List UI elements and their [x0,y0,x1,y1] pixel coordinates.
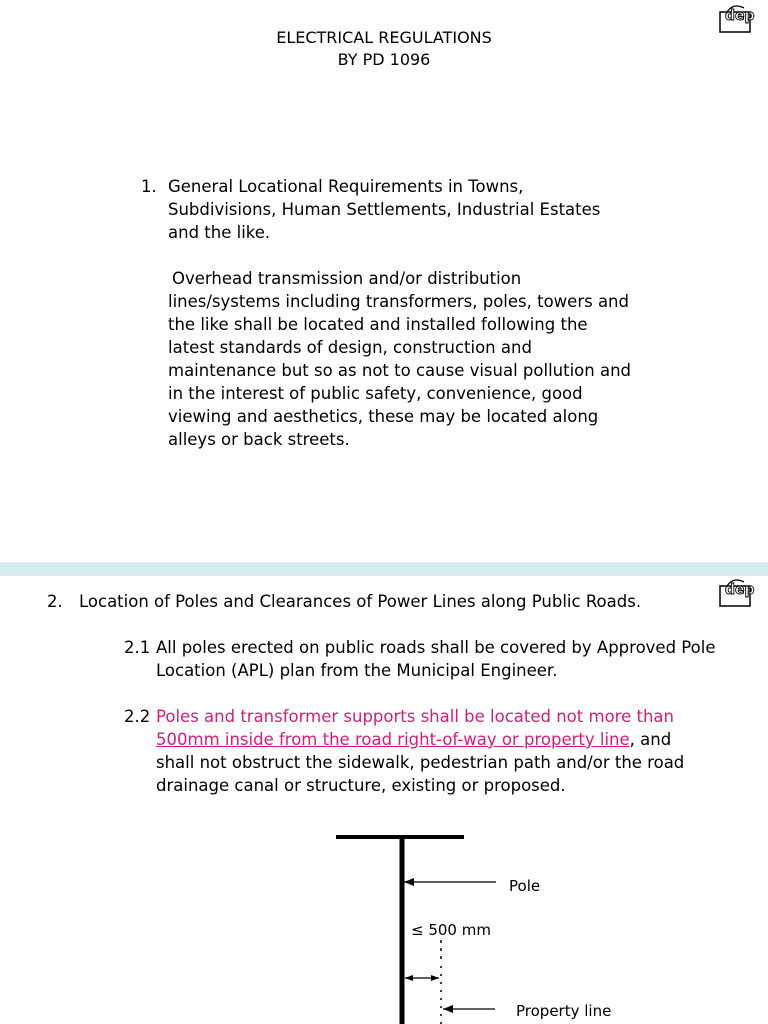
svg-text:dep: dep [725,8,755,24]
sub-item-line: All poles erected on public roads shall be covered by Approved Pole [156,638,716,657]
pole-label: Pole [509,877,541,895]
body-line: in the interest of public safety, convenience, good [168,384,583,403]
highlight-line: Poles and transformer supports shall be located not more than [156,707,674,726]
sub-item-number: 2.1 [124,638,151,657]
slide-title-line-1: ELECTRICAL REGULATIONS [276,28,492,47]
body-line: viewing and aesthetics, these may be located along [168,407,599,426]
slide-separator [0,562,768,576]
item-heading-line: General Locational Requirements in Towns, [168,177,524,196]
item-number: 1. [141,177,157,196]
item-heading: Location of Poles and Clearances of Power Lines along Public Roads. [79,592,642,611]
body-line: lines/systems including transformers, poles, towers and [168,292,629,311]
sub-item-line: shall not obstruct the sidewalk, pedestrian path and/or the road [156,753,685,772]
item-number: 2. [47,592,63,611]
pole-clearance-diagram [330,826,660,1024]
slide-title-line-2: BY PD 1096 [337,50,431,69]
sub-item-line: drainage canal or structure, existing or proposed. [156,776,566,795]
sub-item-line: Location (APL) plan from the Municipal Engineer. [156,661,558,680]
body-line: latest standards of design, construction and [168,338,532,357]
logo-icon [718,576,764,608]
dimension-arrowhead-right [431,975,439,981]
body-line: alleys or back streets. [168,430,350,449]
highlight-underlined-text: 500mm inside from the road right-of-way or property line [156,730,630,749]
sub-item-number: 2.2 [124,707,151,726]
highlight-line-2 [156,728,671,751]
pole-pointer-arrowhead [404,878,414,886]
item-heading-line: and the like. [168,223,271,242]
body-line: maintenance but so as not to cause visual pollution and [168,361,632,380]
distance-label: ≤ 500 mm [411,921,491,939]
property-pointer-arrowhead [443,1005,453,1013]
body-line: Overhead transmission and/or distribution [172,269,522,288]
slide-2 [0,576,768,1024]
line-continuation: , and [629,730,672,749]
body-line: the like shall be located and installed following the [168,315,588,334]
property-line-label: Property line [516,1002,612,1020]
dimension-arrowhead-left [405,975,413,981]
item-heading-line: Subdivisions, Human Settlements, Industrial Estates [168,200,601,219]
svg-text:dep: dep [725,582,755,598]
